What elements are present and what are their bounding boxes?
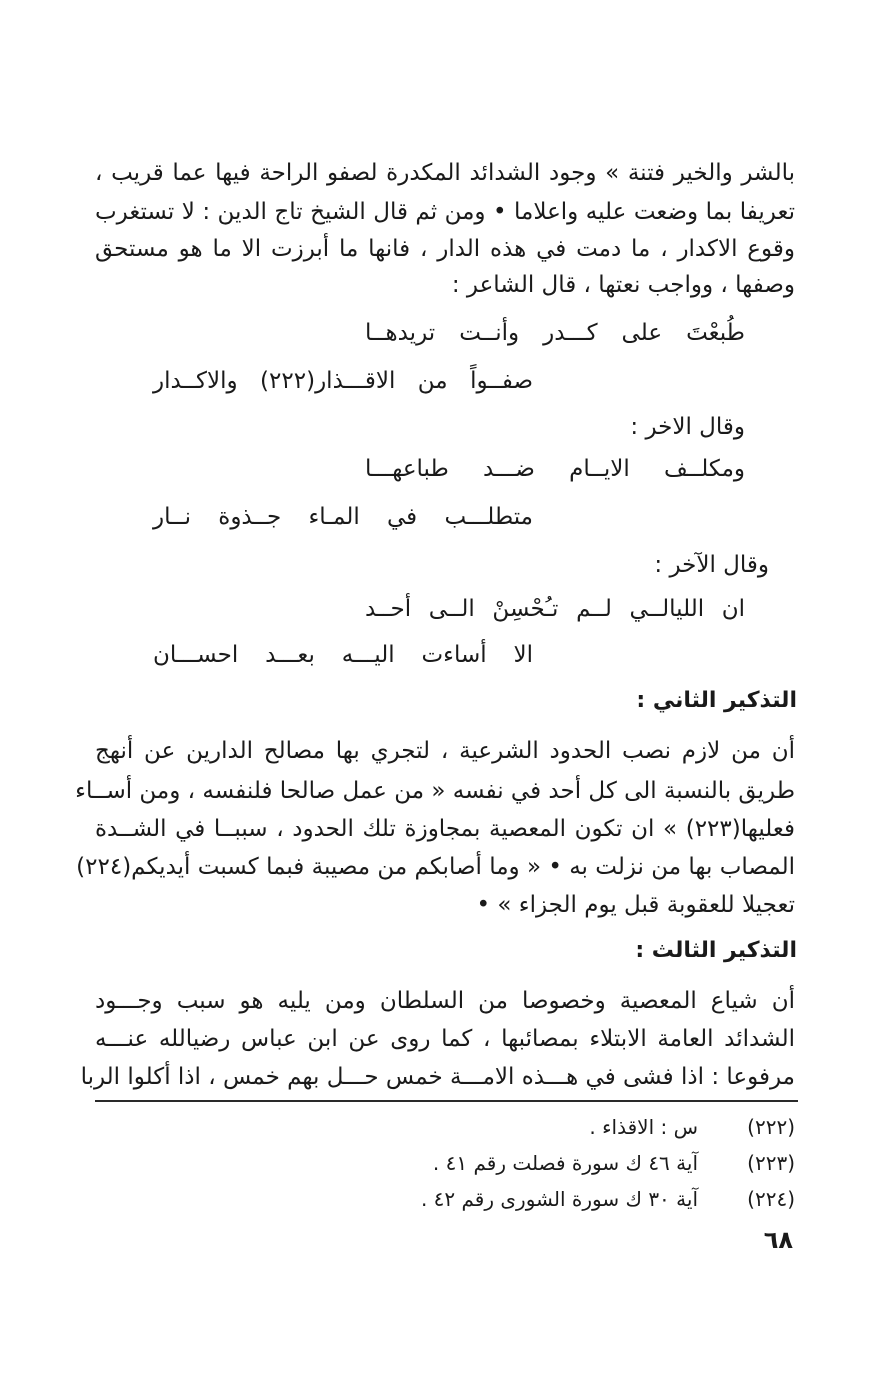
section-heading-second: التذكير الثاني :: [636, 688, 797, 713]
para3-line-2: الشدائد العامة الابتلاء بمصائبها ، كما روى عن ابن عباس رضيالله عنـــه: [95, 1026, 795, 1052]
para2-line-4: المصاب بها من نزلت به • « وما أصابكم من مصيبة فبما كسبت أيديكم(٢٢٤): [76, 854, 795, 880]
para1-line-3: وقوع الاكدار ، ما دمت في هذه الدار ، فانها ما أبرزت الا ما هو مستحق: [95, 236, 795, 262]
footnote-text-222: س : الاقذاء .: [589, 1115, 698, 1139]
footnote-text-223: آية ٤٦ ك سورة فصلت رقم ٤١ .: [432, 1151, 698, 1175]
page-number: ٦٨: [763, 1226, 793, 1254]
footnote-number-223: (٢٢٣): [747, 1151, 795, 1175]
verse3-first-hemistich: ان الليالــي لــم تـُحْسِنْ الــى أحــد: [365, 596, 745, 622]
section-heading-third: التذكير الثالث :: [635, 938, 797, 963]
footnote-number-222: (٢٢٢): [747, 1115, 795, 1139]
para1-line-2: تعريفا بما وضعت عليه واعلاما • ومن ثم قال الشيخ تاج الدين : لا تستغرب: [95, 199, 795, 225]
poet-intro-2: وقال الاخر :: [630, 414, 745, 440]
para1-line-4: وصفها ، وواجب نعتها ، قال الشاعر :: [451, 272, 795, 298]
verse1-second-hemistich: صفــواً من الاقـــذار(٢٢٢) والاكــدار: [153, 368, 533, 394]
para2-line-2: طريق بالنسبة الى كل أحد في نفسه « من عمل صالحا فلنفسه ، ومن أســاء: [75, 778, 795, 804]
verse3-second-hemistich: الا أساءت اليـــه بعـــد احســـان: [153, 642, 533, 668]
verse2-first-hemistich: ومكلــف الايــام ضـــد طباعهـــا: [365, 456, 745, 482]
poet-intro-3: وقال الآخر :: [654, 552, 769, 578]
para1-line-1: بالشر والخير فتنة » وجود الشدائد المكدرة لصفو الراحة فيها عما قريب ،: [95, 160, 795, 186]
verse1-first-hemistich: طُبعْتَ على كـــدر وأنــت تريدهــا: [365, 320, 745, 346]
verse2-second-hemistich: متطلـــب في المـاء جــذوة نــار: [153, 504, 533, 530]
para3-line-1: أن شياع المعصية وخصوصا من السلطان ومن يليه هو سبب وجـــود: [95, 988, 795, 1014]
para2-line-3: فعليها(٢٢٣) » ان تكون المعصية بمجاوزة تلك الحدود ، سببــا في الشــدة: [95, 816, 795, 842]
para2-line-1: أن من لازم نصب الحدود الشرعية ، لتجري بها مصالح الدارين عن أنهج: [95, 738, 795, 764]
para3-line-3: مرفوعا : اذا فشى في هـــذه الامـــة خمس حـــل بهم خمس ، اذا أكلوا الربا: [80, 1064, 795, 1090]
footnote-text-224: آية ٣٠ ك سورة الشورى رقم ٤٢ .: [420, 1187, 698, 1211]
footnote-number-224: (٢٢٤): [747, 1187, 795, 1211]
para2-line-5: تعجيلا للعقوبة قبل يوم الجزاء » •: [476, 892, 795, 918]
footnote-separator: [95, 1100, 798, 1102]
